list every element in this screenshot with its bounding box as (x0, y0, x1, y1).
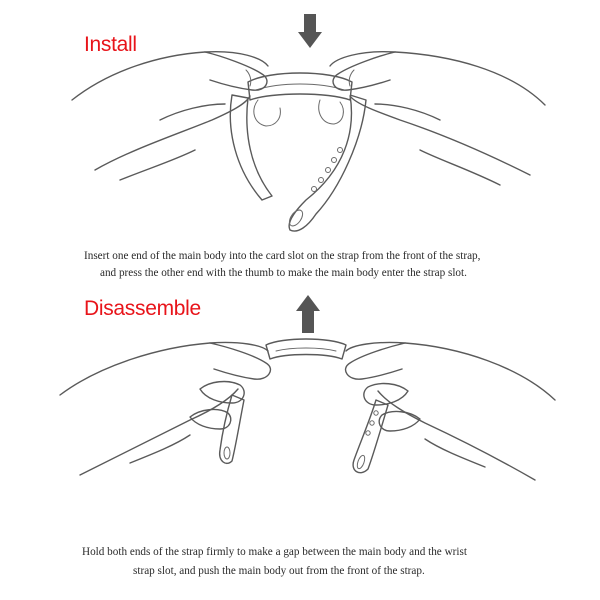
install-illustration (0, 0, 600, 240)
main-body-drawing (266, 339, 346, 359)
strap-drawing (220, 395, 388, 473)
arrow-down-icon (298, 14, 322, 48)
disassemble-caption-line-2: strap slot, and push the main body out from the front of the strap. (133, 565, 425, 577)
disassemble-illustration (0, 285, 600, 535)
install-caption-line-1: Insert one end of the main body into the card slot on the strap from the front of the strap, (84, 250, 481, 262)
arrow-up-icon (296, 295, 320, 333)
disassemble-caption-line-1: Hold both ends of the strap firmly to make a gap between the main body and the wrist (82, 546, 467, 558)
install-heading: Install (84, 33, 137, 56)
finger-tips-drawing (254, 100, 344, 126)
strap-drawing (230, 73, 366, 231)
disassemble-heading: Disassemble (84, 297, 201, 320)
install-caption-line-2: and press the other end with the thumb to make the main body enter the strap slot. (100, 267, 467, 279)
